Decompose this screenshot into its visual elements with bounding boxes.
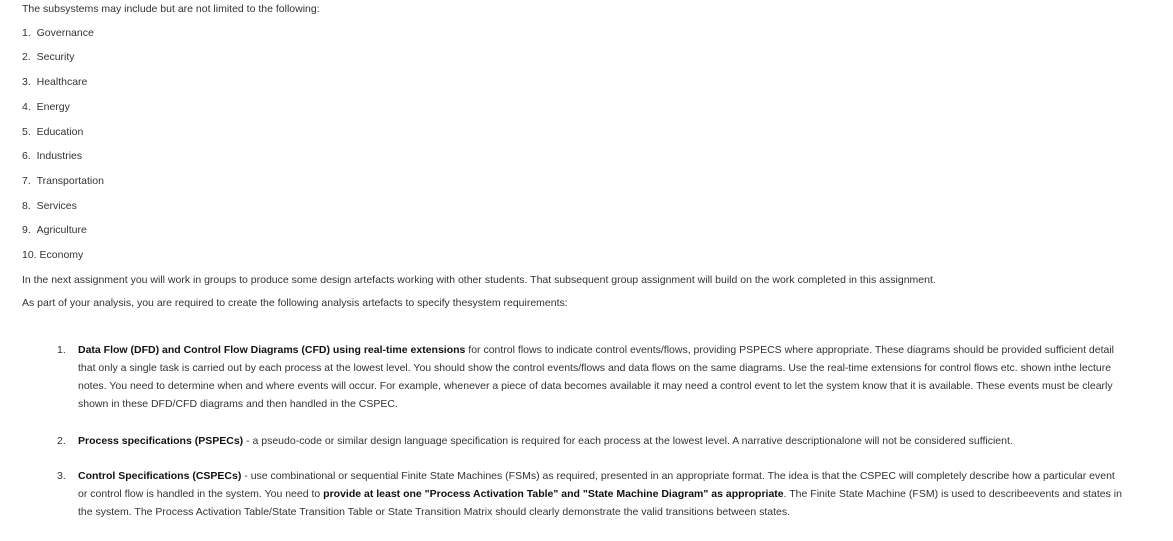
requirement-title: Process specifications (PSPECs) xyxy=(78,435,244,447)
requirement-text: - use combinational or sequential Finite State Machines (FSMs) as required, presented in an appropriate format. The idea is that the CSPEC will completely describe how a particular event or control flow is handled in the system. You need to xyxy=(78,470,1115,500)
requirement-title: Data Flow (DFD) and Control Flow Diagrams (CFD) using real-time extensions xyxy=(78,344,466,356)
list-item: 8. Services xyxy=(22,200,77,212)
intro-text: The subsystems may include but are not limited to the following: xyxy=(22,3,320,15)
paragraph-analysis-intro: As part of your analysis, you are required to create the following analysis artefacts to specify thesystem requirements: xyxy=(22,297,568,309)
requirement-item-cspecs: 3. Control Specifications (CSPECs) - use combinational or sequential Finite State Machines (FSMs) as required, presented in an appropriate format. The idea is that the CSPEC will completely describe how a particular event or control flow is handled in the system. You need to provide at least one "Process Activation Table" and "State Machine Diagram" as appropriate. The Finite State Machine (FSM) is used to describeevents and states in the system. The Process Activation Table/State Transition Table or State Transition Matrix should clearly demonstrate the valid transitions between states. xyxy=(57,470,1122,518)
list-item: 1. Governance xyxy=(22,27,94,39)
list-item: 5. Education xyxy=(22,126,84,138)
list-item: 2. Security xyxy=(22,51,75,63)
list-item: 4. Energy xyxy=(22,101,70,113)
list-item: 9. Agriculture xyxy=(22,224,87,236)
list-item: 7. Transportation xyxy=(22,175,104,187)
requirement-title: Control Specifications (CSPECs) xyxy=(78,470,242,482)
paragraph-next-assignment: In the next assignment you will work in groups to produce some design artefacts working with other students. That subsequent group assignment will build on the work completed in this assignment. xyxy=(22,274,936,286)
list-item: 3. Healthcare xyxy=(22,76,88,88)
list-item: 10. Economy xyxy=(22,249,84,261)
requirement-item-pspecs: 2. Process specifications (PSPECs) - a pseudo-code or similar design language specification is required for each process at the lowest level. A narrative descriptionalone will not be considered sufficient. xyxy=(57,435,1013,447)
requirement-text: for control flows to indicate control events/flows, providing PSPECS where appropriate. These diagrams should be provided sufficient detail that only a single task is carried out by each process at the lowest level. You should show the control events/flows and data flows on the same diagrams. Use the real-time extensions for control flows etc. shown inthe lecture notes. You need to determine when and where events will occur. For example, whenever a piece of data becomes available it may need a control event to let the system know that it is available. These events must be clearly shown in these DFD/CFD diagrams and then handled in the CSPEC. xyxy=(78,344,1115,410)
requirement-item-dfd-cfd: 1. Data Flow (DFD) and Control Flow Diagrams (CFD) using real-time extensions for control flows to indicate control events/flows, providing PSPECS where appropriate. These diagrams should be provided sufficient detail that only a single task is carried out by each process at the lowest level. You should show the control events/flows and data flows on the same diagrams. Use the real-time extensions for control flows etc. shown inthe lecture notes. You need to determine when and where events will occur. For example, whenever a piece of data becomes available it may need a control event to let the system know that it is available. These events must be clearly shown in these DFD/CFD diagrams and then handled in the CSPEC. xyxy=(57,344,1115,410)
requirement-emphasis: provide at least one "Process Activation Table" and "State Machine Diagram" as appropriate xyxy=(323,488,784,500)
requirement-text: - a pseudo-code or similar design language specification is required for each process at the lowest level. A narrative descriptionalone will not be considered sufficient. xyxy=(243,435,1013,447)
list-item: 6. Industries xyxy=(22,150,83,162)
requirement-text: . The Finite State Machine (FSM) is used to describeevents and states in the system. The Process Activation Table/State Transition Table or State Transition Matrix should clearly demonstrate the valid transitions between states. xyxy=(78,488,1122,518)
